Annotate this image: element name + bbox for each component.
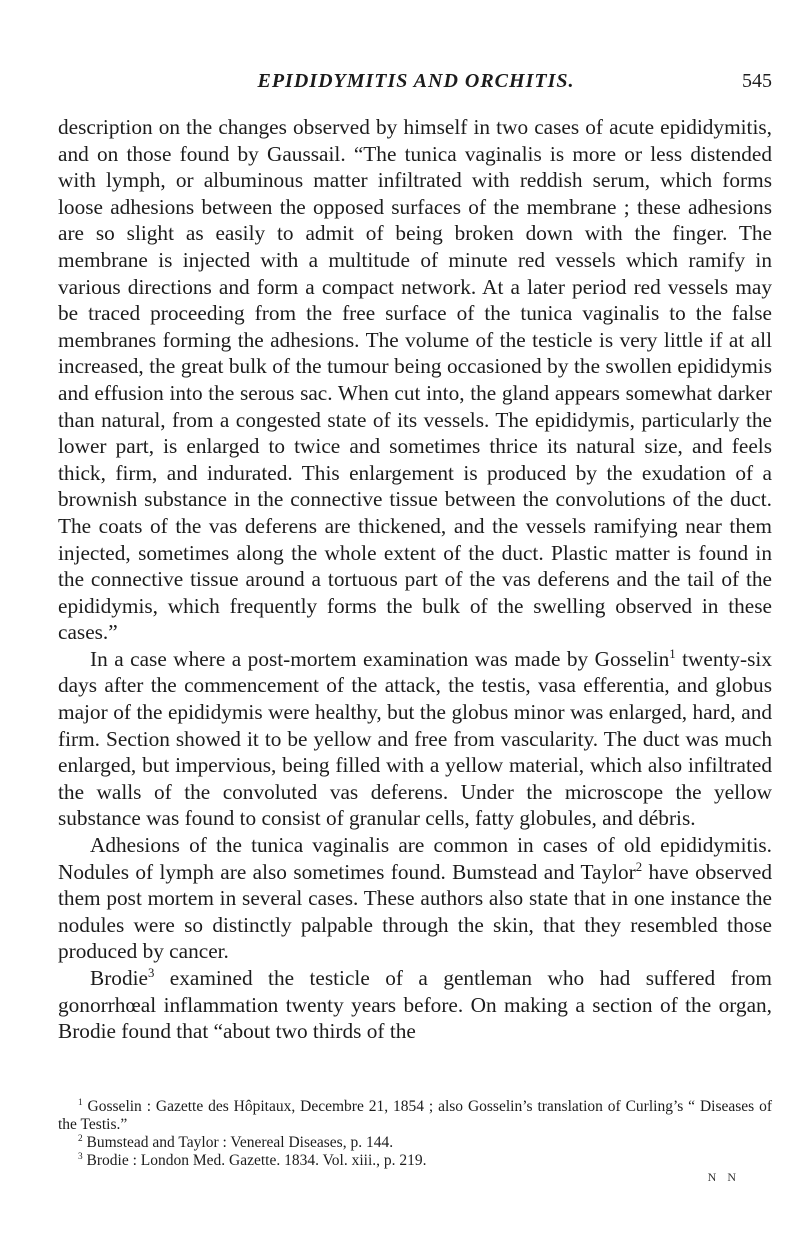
footnote-2-text: Bumstead and Taylor : Venereal Diseases, p. 144. [82,1134,394,1151]
signature-mark: N N [707,1170,740,1184]
footnote-3 [58,1152,772,1170]
footnote-ref-3: 3 [147,965,155,980]
paragraph-4-text-a: Brodie [90,966,148,990]
footnote-ref-1: 1 [669,646,676,661]
paragraph-1: description on the changes observed by himself in two cases of acute epididymitis, and on those found by Gaussail. “The tunica vaginalis is more or less distended with lymph, or albuminous matter infiltrated with reddish serum, which forms loose adhesions between the opposed surfaces of the membrane ; these adhesions are so slight as easily to admit of being broken down with the finger. The membrane is injected with a multitude of minute red vessels which ramify in various directions and form a compact network. At a later period red vessels may be traced proceeding from the free surface of the tunica vaginalis to the false membranes forming the adhesions. The volume of the testicle is very little if at all increased, the great bulk of the tumour being occasioned by the swollen epididymis and effusion into the serous sac. When cut into, the gland appears somewhat darker than natural, from a congested state of its vessels. The epididymis, particularly the lower part, is enlarged to twice and sometimes thrice its natural size, and feels thick, firm, and indurated. This enlargement is produced by the exudation of a brownish substance in the connective tissue between the convolutions of the duct. The coats of the vas deferens are thickened, and the vessels ramifying near them injected, sometimes along the whole extent of the duct. Plastic matter is found in the connective tissue around a tortuous part of the vas deferens and the tail of the epididymis, which frequently forms the bulk of the swelling observed in these cases.” [58,115,772,645]
footnote-1 [58,1098,772,1134]
paragraph-4-text-b: examined the testicle of a gentleman who had suffered from gonorrhœal inflammation twenty years before. On making a section of the organ, Brodie found that “about two thirds of the [58,966,772,1044]
paragraph-2-text-b: twenty-six days after the commencement of the attack, the testis, vasa efferentia, and globus major of the epididymis were healthy, but the globus minor was enlarged, hard, and firm. Section showed it to be yellow and free from vascularity. The duct was much enlarged, but impervious, being filled with a yellow material, which also infiltrated the walls of the convoluted vas deferens. Under the microscope the yellow substance was found to consist of granular cells, fatty globules, and débris. [58,646,772,831]
paragraph-3 [58,832,772,965]
paragraph-3-text-b: have observed them post mortem in several cases. These authors also state that in one instance the nodules were so distinctly palpable through the skin, that they resembled those produced by cancer. [58,859,772,964]
page-number: 545 [742,70,772,92]
page-header [60,70,772,93]
footnote-1-text: Gosselin : Gazette des Hôpitaux, Decembre 21, 1854 ; also Gosselin’s translation of Curling’s “ Diseases of the Testis.” [58,1098,772,1133]
body-text [58,114,772,1045]
footnotes [58,1098,772,1170]
footnote-ref-2: 2 [635,859,643,874]
footnote-3-text: Brodie : London Med. Gazette. 1834. Vol. xiii., p. 219. [82,1152,427,1169]
paragraph-4 [58,965,772,1045]
running-head: EPIDIDYMITIS AND ORCHITIS. [257,70,575,92]
paragraph-3-text-a: Adhesions of the tunica vaginalis are common in cases of old epididymitis. Nodules of lymph are also sometimes found. Bumstead and Taylor [58,833,772,884]
footnote-3-marker: 3 [78,1151,83,1162]
footnote-1-marker: 1 [78,1097,83,1108]
footnote-2 [58,1134,772,1152]
paragraph-2 [58,646,772,832]
paragraph-2-text-a: In a case where a post-mortem examination was made by Gosselin [90,646,670,671]
footnote-2-marker: 2 [78,1133,83,1144]
